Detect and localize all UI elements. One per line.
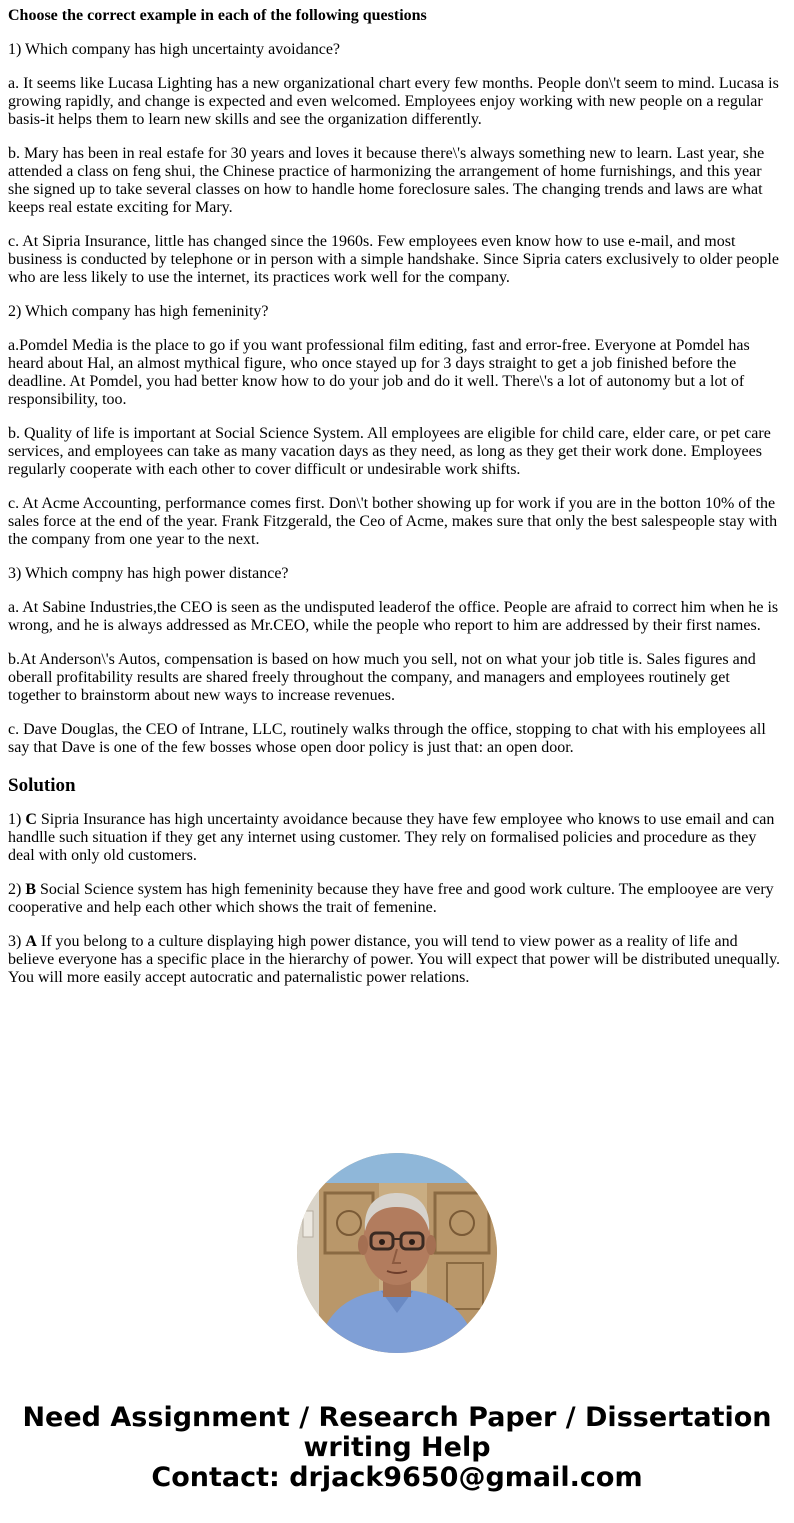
question-3-prompt: 3) Which compny has high power distance? <box>8 565 289 582</box>
question-1-prompt: 1) Which company has high uncertainty avoidance? <box>8 41 341 58</box>
question-2-option-b: b. Quality of life is important at Social Science System. All employees are eligible for child care, elder care, or pet care services, and employees can take as many vacation days as they need, as long as they get their work done. Employees regularly cooperate with each other to cover difficult or undesirable work shifts. <box>8 425 771 478</box>
contact-banner <box>0 1403 794 1493</box>
person-photo-icon <box>297 1153 497 1353</box>
answer-1-number: 1) <box>8 811 22 828</box>
answer-3-number: 3) <box>8 933 22 950</box>
answer-2-number: 2) <box>8 881 22 898</box>
answer-3-letter: A <box>25 933 37 950</box>
question-3-option-c: c. Dave Douglas, the CEO of Intrane, LLC, routinely walks through the office, stopping to chat with his employees all say that Dave is one of the few bosses whose open door policy is just that: an open door. <box>8 721 766 756</box>
question-1-option-a: a. It seems like Lucasa Lighting has a new organizational chart every few months. People don\'t seem to mind. Lucasa is growing rapidly, and change is expected and even welcomed. Employees enjoy working with new people on a regular basis-it helps them to learn new skills and see the organization differently. <box>8 75 779 128</box>
author-avatar <box>297 1153 497 1353</box>
solution-answer-3 <box>8 933 784 987</box>
question-1-option-b: b. Mary has been in real estafe for 30 years and loves it because there\'s always something new to learn. Last year, she attended a class on feng shui, the Chinese practice of harmonizing the arrangement of home furnishings, and this year she signed up to take several classes on how to handle home foreclosure sales. The changing trends and laws are what keeps real estate exciting for Mary. <box>8 145 765 216</box>
answer-1-letter: C <box>25 811 37 828</box>
solution-heading: Solution <box>8 775 76 796</box>
question-2-option-a: a.Pomdel Media is the place to go if you want professional film editing, fast and error-free. Everyone at Pomdel has heard about Hal, an almost mythical figure, who once stayed up for 3 days straight to get a job finished before the deadline. At Pomdel, you had better know how to do your job and do it well. There\'s a lot of autonomy but a lot of responsibility, too. <box>8 337 750 408</box>
answer-2-letter: B <box>25 881 36 898</box>
contact-line-1: Need Assignment / Research Paper / Dissertation <box>22 1402 772 1433</box>
question-3-option-b: b.At Anderson\'s Autos, compensation is based on how much you sell, not on what your job title is. Sales figures and oberall profitability results are shared freely throughout the company, and managers and employees routinely get together to brainstorm about new ways to increase revenues. <box>8 651 756 704</box>
document-body <box>8 7 784 1003</box>
question-2-prompt: 2) Which company has high femeninity? <box>8 303 269 320</box>
contact-line-3: Contact: drjack9650@gmail.com <box>151 1462 643 1493</box>
page-heading: Choose the correct example in each of the following questions <box>8 7 427 24</box>
solution-answer-1 <box>8 811 784 865</box>
solution-answer-2 <box>8 881 784 917</box>
question-2-option-c: c. At Acme Accounting, performance comes first. Don\'t bother showing up for work if you are in the botton 10% of the sales force at the end of the year. Frank Fitzgerald, the Ceo of Acme, makes sure that only the best salespeople stay with the company from one year to the next. <box>8 495 778 548</box>
answer-3-text: If you belong to a culture displaying high power distance, you will tend to view power as a reality of life and believe everyone has a specific place in the hierarchy of power. You will expect that power will be distributed unequally. You will more easily accept autocratic and paternalistic power relations. <box>8 933 781 986</box>
contact-line-2: writing Help <box>303 1432 491 1463</box>
question-3-option-a: a. At Sabine Industries,the CEO is seen as the undisputed leaderof the office. People are afraid to correct him when he is wrong, and he is always addressed as Mr.CEO, while the people who report to him are addressed by their first names. <box>8 599 779 634</box>
question-1-option-c: c. At Sipria Insurance, little has changed since the 1960s. Few employees even know how to use e-mail, and most business is conducted by telephone or in person with a simple handshake. Since Sipria caters exclusively to older people who are less likely to use the internet, its practices work well for the company. <box>8 233 779 286</box>
answer-2-text: Social Science system has high femeninity because they have free and good work culture. The emplooyee are very cooperative and help each other which shows the trait of femenine. <box>8 881 774 916</box>
answer-1-text: Sipria Insurance has high uncertainty avoidance because they have few employee who knows to use email and can handlle such situation if they get any internet using customer. They rely on formalised policies and procedure as they deal with only old customers. <box>8 811 775 864</box>
